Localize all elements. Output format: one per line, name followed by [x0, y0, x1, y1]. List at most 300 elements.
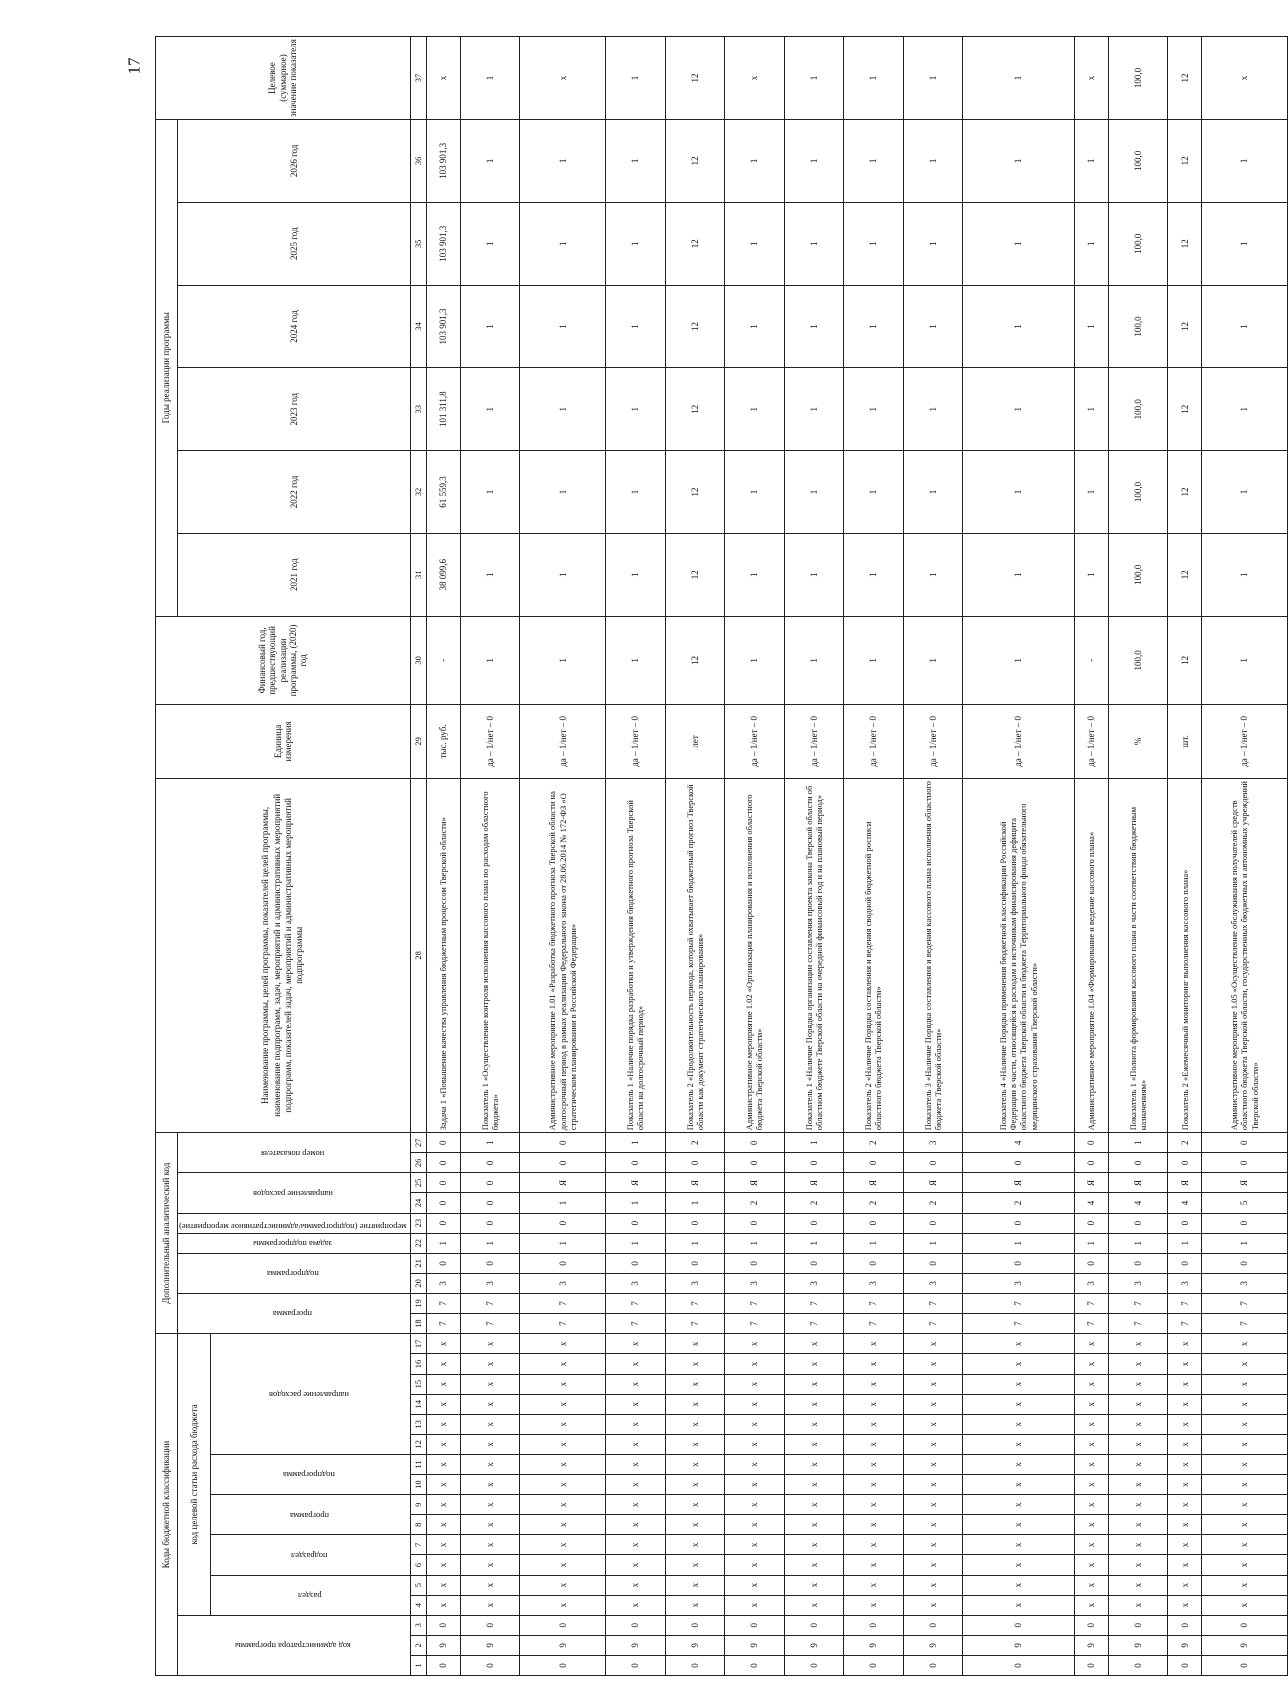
header-2026: 2026 год — [178, 119, 411, 202]
code-cell: x — [844, 1495, 904, 1515]
value-2021-cell: 1 — [1202, 533, 1288, 616]
code-cell: x — [844, 1575, 904, 1595]
code-cell: 0 — [460, 1213, 520, 1233]
code-cell: x — [426, 1535, 460, 1555]
code-cell: 7 — [665, 1314, 725, 1334]
code-cell: x — [1202, 1535, 1288, 1555]
code-cell: x — [605, 1575, 665, 1595]
code-cell: 0 — [725, 1153, 785, 1173]
code-cell: 0 — [1108, 1655, 1168, 1675]
code-cell: 0 — [605, 1655, 665, 1675]
column-number: 25 — [410, 1173, 426, 1193]
header-purpose: направление расходов — [269, 1389, 350, 1400]
code-cell: x — [1074, 1334, 1108, 1354]
code-cell: x — [426, 1394, 460, 1414]
unit-cell: % — [1108, 705, 1168, 778]
code-cell: 0 — [460, 1153, 520, 1173]
code-cell: x — [1108, 1334, 1168, 1354]
code-cell: 0 — [1108, 1213, 1168, 1233]
column-number: 1 — [410, 1655, 426, 1675]
code-cell: x — [963, 1414, 1074, 1434]
code-cell: x — [963, 1515, 1074, 1535]
code-cell: 0 — [903, 1153, 963, 1173]
page-number: 17 — [124, 57, 144, 75]
unit-cell: да – 1/нет – 0 — [605, 705, 665, 778]
value-2025-cell: 1 — [963, 202, 1074, 285]
value-2021-cell: 12 — [665, 533, 725, 616]
code-cell: x — [844, 1535, 904, 1555]
code-cell: 0 — [1074, 1133, 1108, 1153]
code-cell: 0 — [605, 1153, 665, 1173]
code-cell: 7 — [903, 1314, 963, 1334]
value-2022-cell: 1 — [1202, 451, 1288, 534]
code-cell: x — [725, 1475, 785, 1495]
value-2026-cell: 1 — [605, 119, 665, 202]
column-number: 19 — [410, 1293, 426, 1313]
code-cell: 0 — [844, 1655, 904, 1675]
code-cell: x — [520, 1434, 606, 1454]
header-indicator-num: номер показателя — [261, 1148, 325, 1159]
code-cell: 7 — [725, 1293, 785, 1313]
code-cell: x — [844, 1334, 904, 1354]
code-cell: x — [963, 1535, 1074, 1555]
value-2026-cell: 1 — [460, 119, 520, 202]
code-cell: 2 — [784, 1193, 844, 1213]
code-cell: 9 — [605, 1635, 665, 1655]
code-cell: 1 — [844, 1233, 904, 1253]
value-2022-cell: 12 — [1168, 451, 1202, 534]
code-cell: 7 — [426, 1314, 460, 1334]
code-cell: x — [1108, 1595, 1168, 1615]
code-cell: x — [460, 1595, 520, 1615]
code-cell: x — [963, 1354, 1074, 1374]
code-cell: 7 — [844, 1314, 904, 1334]
code-cell: x — [426, 1414, 460, 1434]
column-number: 4 — [410, 1595, 426, 1615]
header-name: Наименование программы, целей программы, показателей целей программы, наименование подпрограмм, задач, мероприятий и административных мероприятий подпрограмм, показателей задач, мероприятий и административных мероприятий подпрограммы — [156, 778, 411, 1133]
code-cell: 0 — [426, 1133, 460, 1153]
value-2023-cell: 1 — [963, 368, 1074, 451]
value-2022-cell: 1 — [520, 451, 606, 534]
name-cell: Показатель 2 «Наличие Порядка составления и ведения сводной бюджетной росписи областного бюджета Тверской области» — [844, 778, 904, 1133]
value-2025-cell: 100,0 — [1108, 202, 1168, 285]
column-number: 37 — [410, 37, 426, 120]
code-cell: x — [1108, 1394, 1168, 1414]
value-2021-cell: 1 — [1074, 533, 1108, 616]
code-cell: x — [1074, 1394, 1108, 1414]
code-cell: x — [903, 1475, 963, 1495]
code-cell: 2 — [844, 1193, 904, 1213]
value-2026-cell: 1 — [1202, 119, 1288, 202]
code-cell: x — [1108, 1495, 1168, 1515]
value-2024-cell: 12 — [665, 285, 725, 368]
code-cell: 0 — [1108, 1615, 1168, 1635]
column-number-row — [410, 37, 426, 1676]
code-cell: Я — [520, 1173, 606, 1193]
code-cell: x — [1168, 1434, 1202, 1454]
code-cell: 0 — [963, 1615, 1074, 1635]
code-cell: x — [1202, 1515, 1288, 1535]
code-cell: 9 — [903, 1635, 963, 1655]
code-cell: 1 — [605, 1193, 665, 1213]
code-cell: x — [460, 1495, 520, 1515]
value-2020-cell: 100,0 — [1108, 616, 1168, 705]
code-cell: 1 — [725, 1233, 785, 1253]
code-cell: 1 — [1168, 1233, 1202, 1253]
code-cell: x — [844, 1414, 904, 1434]
code-cell: x — [1108, 1434, 1168, 1454]
column-number: 20 — [410, 1273, 426, 1293]
target-cell: x — [1202, 37, 1288, 120]
code-cell: x — [1074, 1374, 1108, 1394]
code-cell: x — [1168, 1535, 1202, 1555]
value-2026-cell: 100,0 — [1108, 119, 1168, 202]
value-2020-cell: 1 — [963, 616, 1074, 705]
code-cell: 0 — [725, 1213, 785, 1233]
value-2020-cell: 1 — [1202, 616, 1288, 705]
code-cell: 5 — [1202, 1193, 1288, 1213]
target-cell: x — [725, 37, 785, 120]
code-cell: 3 — [605, 1273, 665, 1293]
name-cell: Показатель 1 «Наличие порядка разработки и утверждения бюджетного прогноза Тверской области на долгосрочный период» — [605, 778, 665, 1133]
code-cell: x — [426, 1374, 460, 1394]
code-cell: x — [963, 1454, 1074, 1474]
code-cell: 0 — [903, 1655, 963, 1675]
code-cell: x — [1168, 1495, 1202, 1515]
code-cell: 3 — [460, 1273, 520, 1293]
code-cell: x — [1168, 1555, 1202, 1575]
code-cell: 7 — [1202, 1314, 1288, 1334]
table-row — [1168, 37, 1202, 1676]
code-cell: 9 — [1202, 1635, 1288, 1655]
code-cell: x — [665, 1475, 725, 1495]
code-cell: x — [903, 1575, 963, 1595]
code-cell: Я — [725, 1173, 785, 1193]
name-cell: Показатель 4 «Наличие Порядка применения бюджетной классификации Российской Федерации в части, относящейся к расходам и источникам финансирования дефицита областного бюджета Тверской области и бюджета Территориального фонда обязательного медицинского страхования Тверской области» — [963, 778, 1074, 1133]
code-cell: 0 — [665, 1253, 725, 1273]
value-2026-cell: 1 — [725, 119, 785, 202]
column-number: 32 — [410, 451, 426, 534]
code-cell: 0 — [665, 1213, 725, 1233]
unit-cell: да – 1/нет – 0 — [520, 705, 606, 778]
target-cell: 1 — [844, 37, 904, 120]
code-cell: x — [1202, 1475, 1288, 1495]
code-cell: 1 — [665, 1193, 725, 1213]
code-cell: x — [963, 1374, 1074, 1394]
value-2023-cell: 1 — [1074, 368, 1108, 451]
code-cell: 0 — [903, 1213, 963, 1233]
code-cell: x — [460, 1475, 520, 1495]
code-cell: x — [426, 1595, 460, 1615]
value-2022-cell: 1 — [903, 451, 963, 534]
code-cell: x — [520, 1374, 606, 1394]
value-2021-cell: 100,0 — [1108, 533, 1168, 616]
value-2024-cell: 1 — [784, 285, 844, 368]
column-number: 31 — [410, 533, 426, 616]
target-cell: x — [426, 37, 460, 120]
value-2024-cell: 100,0 — [1108, 285, 1168, 368]
code-cell: 3 — [1202, 1273, 1288, 1293]
code-cell: x — [1168, 1374, 1202, 1394]
code-cell: 0 — [1168, 1213, 1202, 1233]
code-cell: 0 — [460, 1615, 520, 1635]
code-cell: x — [605, 1535, 665, 1555]
code-cell: 4 — [963, 1133, 1074, 1153]
value-2020-cell: 12 — [1168, 616, 1202, 705]
unit-cell: да – 1/нет – 0 — [963, 705, 1074, 778]
table-row — [1108, 37, 1168, 1676]
code-cell: 1 — [605, 1133, 665, 1153]
code-cell: 7 — [520, 1314, 606, 1334]
code-cell: x — [605, 1394, 665, 1414]
code-cell: x — [665, 1595, 725, 1615]
code-cell: x — [460, 1535, 520, 1555]
value-2021-cell: 1 — [963, 533, 1074, 616]
code-cell: x — [426, 1354, 460, 1374]
value-2024-cell: 12 — [1168, 285, 1202, 368]
column-number: 34 — [410, 285, 426, 368]
code-cell: 1 — [1108, 1133, 1168, 1153]
code-cell: 7 — [903, 1293, 963, 1313]
code-cell: 0 — [1074, 1153, 1108, 1173]
code-cell: x — [665, 1454, 725, 1474]
code-cell: x — [520, 1454, 606, 1474]
code-cell: 2 — [725, 1193, 785, 1213]
value-2023-cell: 12 — [1168, 368, 1202, 451]
code-cell: 0 — [665, 1615, 725, 1635]
header-additional: Дополнительный аналитический код — [156, 1133, 178, 1334]
code-cell: x — [520, 1414, 606, 1434]
name-cell: Показатель 1 «Наличие Порядка организации составления проекта закона Тверской области об областном бюджете Тверской области на очередной финансовый год и на плановый период» — [784, 778, 844, 1133]
code-cell: x — [963, 1434, 1074, 1454]
code-cell: 0 — [903, 1253, 963, 1273]
header-cs-code: код целевой статьи расхода бюджета — [178, 1334, 211, 1616]
value-2025-cell: 1 — [520, 202, 606, 285]
code-cell: x — [1168, 1454, 1202, 1474]
value-2022-cell: 1 — [460, 451, 520, 534]
code-cell: x — [426, 1334, 460, 1354]
column-number: 35 — [410, 202, 426, 285]
code-cell: 0 — [426, 1153, 460, 1173]
code-cell: 1 — [520, 1233, 606, 1253]
code-cell: x — [1074, 1535, 1108, 1555]
value-2023-cell: 1 — [844, 368, 904, 451]
column-number: 24 — [410, 1193, 426, 1213]
value-2025-cell: 1 — [784, 202, 844, 285]
name-cell: Административное мероприятие 1.01 «Разработка бюджетного прогноза Тверской области на долгосрочный период в рамках реализации Федерального закона от 28.06.2014 № 172-ФЗ «О стратегическом планировании в Российской Федерации» — [520, 778, 606, 1133]
code-cell: x — [665, 1575, 725, 1595]
column-number: 9 — [410, 1495, 426, 1515]
code-cell: x — [1202, 1374, 1288, 1394]
code-cell: 0 — [725, 1655, 785, 1675]
unit-cell: тыс. руб. — [426, 705, 460, 778]
code-cell: x — [605, 1595, 665, 1615]
code-cell: 7 — [665, 1293, 725, 1313]
code-cell: x — [1202, 1575, 1288, 1595]
code-cell: 0 — [1108, 1253, 1168, 1273]
code-cell: 0 — [520, 1153, 606, 1173]
value-2022-cell: 12 — [665, 451, 725, 534]
target-cell: 12 — [665, 37, 725, 120]
code-cell: x — [460, 1374, 520, 1394]
value-2022-cell: 100,0 — [1108, 451, 1168, 534]
code-cell: 0 — [844, 1213, 904, 1233]
code-cell: x — [605, 1555, 665, 1575]
code-cell: 7 — [1202, 1293, 1288, 1313]
column-number: 15 — [410, 1374, 426, 1394]
code-cell: 2 — [1168, 1133, 1202, 1153]
column-number: 17 — [410, 1334, 426, 1354]
value-2026-cell: 1 — [784, 119, 844, 202]
code-cell: x — [1108, 1374, 1168, 1394]
code-cell: x — [1202, 1334, 1288, 1354]
code-cell: x — [1074, 1555, 1108, 1575]
code-cell: x — [1074, 1515, 1108, 1535]
code-cell: 0 — [963, 1655, 1074, 1675]
code-cell: x — [784, 1555, 844, 1575]
header-2025: 2025 год — [178, 202, 411, 285]
value-2023-cell: 12 — [665, 368, 725, 451]
code-cell: 0 — [605, 1615, 665, 1635]
code-cell: 3 — [963, 1273, 1074, 1293]
code-cell: 7 — [844, 1293, 904, 1313]
code-cell: 0 — [1202, 1153, 1288, 1173]
budget-program-table — [155, 36, 1288, 1676]
table-row — [605, 37, 665, 1676]
column-number: 30 — [410, 616, 426, 705]
value-2020-cell: 1 — [725, 616, 785, 705]
code-cell: 0 — [1168, 1615, 1202, 1635]
value-2020-cell: - — [1074, 616, 1108, 705]
code-cell: 7 — [725, 1314, 785, 1334]
code-cell: x — [903, 1334, 963, 1354]
code-cell: 7 — [460, 1293, 520, 1313]
code-cell: 3 — [903, 1273, 963, 1293]
code-cell: 0 — [605, 1253, 665, 1273]
code-cell: x — [725, 1495, 785, 1515]
value-2024-cell: 1 — [903, 285, 963, 368]
code-cell: x — [784, 1334, 844, 1354]
code-cell: x — [903, 1495, 963, 1515]
code-cell: 7 — [1168, 1314, 1202, 1334]
code-cell: 9 — [665, 1635, 725, 1655]
column-number: 2 — [410, 1635, 426, 1655]
code-cell: x — [1074, 1595, 1108, 1615]
code-cell: x — [725, 1575, 785, 1595]
code-cell: x — [963, 1575, 1074, 1595]
value-2021-cell: 1 — [784, 533, 844, 616]
code-cell: 0 — [725, 1615, 785, 1635]
code-cell: x — [460, 1555, 520, 1575]
code-cell: x — [605, 1354, 665, 1374]
code-cell: x — [844, 1354, 904, 1374]
value-2023-cell: 1 — [460, 368, 520, 451]
code-cell: x — [665, 1535, 725, 1555]
code-cell: x — [520, 1495, 606, 1515]
column-number: 18 — [410, 1314, 426, 1334]
value-2025-cell: 1 — [844, 202, 904, 285]
code-cell: x — [605, 1434, 665, 1454]
value-2024-cell: 1 — [460, 285, 520, 368]
value-2026-cell: 1 — [520, 119, 606, 202]
value-2023-cell: 1 — [725, 368, 785, 451]
code-cell: 0 — [520, 1655, 606, 1675]
code-cell: 9 — [1074, 1635, 1108, 1655]
code-cell: x — [903, 1374, 963, 1394]
code-cell: 0 — [725, 1253, 785, 1273]
code-cell: 0 — [1074, 1253, 1108, 1273]
code-cell: x — [605, 1334, 665, 1354]
code-cell: 3 — [665, 1273, 725, 1293]
code-cell: 7 — [520, 1293, 606, 1313]
code-cell: 0 — [1074, 1655, 1108, 1675]
code-cell: x — [460, 1575, 520, 1595]
value-2025-cell: 1 — [460, 202, 520, 285]
code-cell: Я — [1108, 1173, 1168, 1193]
code-cell: 3 — [1108, 1273, 1168, 1293]
value-2025-cell: 12 — [665, 202, 725, 285]
code-cell: x — [725, 1434, 785, 1454]
code-cell: 1 — [903, 1233, 963, 1253]
value-2026-cell: 1 — [903, 119, 963, 202]
code-cell: x — [844, 1374, 904, 1394]
code-cell: 0 — [426, 1615, 460, 1635]
value-2021-cell: 1 — [460, 533, 520, 616]
value-2020-cell: 1 — [520, 616, 606, 705]
column-number: 10 — [410, 1475, 426, 1495]
code-cell: 0 — [520, 1253, 606, 1273]
code-cell: 0 — [1168, 1655, 1202, 1675]
header-program-a: программа — [273, 1309, 313, 1320]
code-cell: x — [1074, 1575, 1108, 1595]
code-cell: 7 — [784, 1314, 844, 1334]
table-row — [903, 37, 963, 1676]
column-number: 36 — [410, 119, 426, 202]
code-cell: 9 — [1108, 1635, 1168, 1655]
code-cell: 0 — [784, 1213, 844, 1233]
target-cell: x — [520, 37, 606, 120]
unit-cell: да – 1/нет – 0 — [844, 705, 904, 778]
code-cell: 2 — [903, 1193, 963, 1213]
code-cell: 1 — [1108, 1233, 1168, 1253]
code-cell: 0 — [1108, 1153, 1168, 1173]
code-cell: 3 — [784, 1273, 844, 1293]
value-2021-cell: 12 — [1168, 533, 1202, 616]
column-number: 3 — [410, 1615, 426, 1635]
code-cell: 1 — [963, 1233, 1074, 1253]
code-cell: Я — [665, 1173, 725, 1193]
code-cell: x — [520, 1515, 606, 1535]
code-cell: x — [1108, 1555, 1168, 1575]
value-2021-cell: 1 — [605, 533, 665, 616]
rotated-table-wrapper — [155, 36, 1260, 1676]
table-row — [844, 37, 904, 1676]
value-2023-cell: 1 — [605, 368, 665, 451]
code-cell: x — [844, 1454, 904, 1474]
code-cell: x — [1074, 1434, 1108, 1454]
code-cell: x — [605, 1454, 665, 1474]
code-cell: 2 — [963, 1193, 1074, 1213]
code-cell: x — [460, 1354, 520, 1374]
code-cell: Я — [784, 1173, 844, 1193]
code-cell: x — [1168, 1334, 1202, 1354]
code-cell: x — [665, 1374, 725, 1394]
code-cell: x — [426, 1454, 460, 1474]
code-cell: x — [1202, 1414, 1288, 1434]
value-2021-cell: 38 099,6 — [426, 533, 460, 616]
code-cell: x — [725, 1555, 785, 1575]
code-cell: x — [1108, 1575, 1168, 1595]
